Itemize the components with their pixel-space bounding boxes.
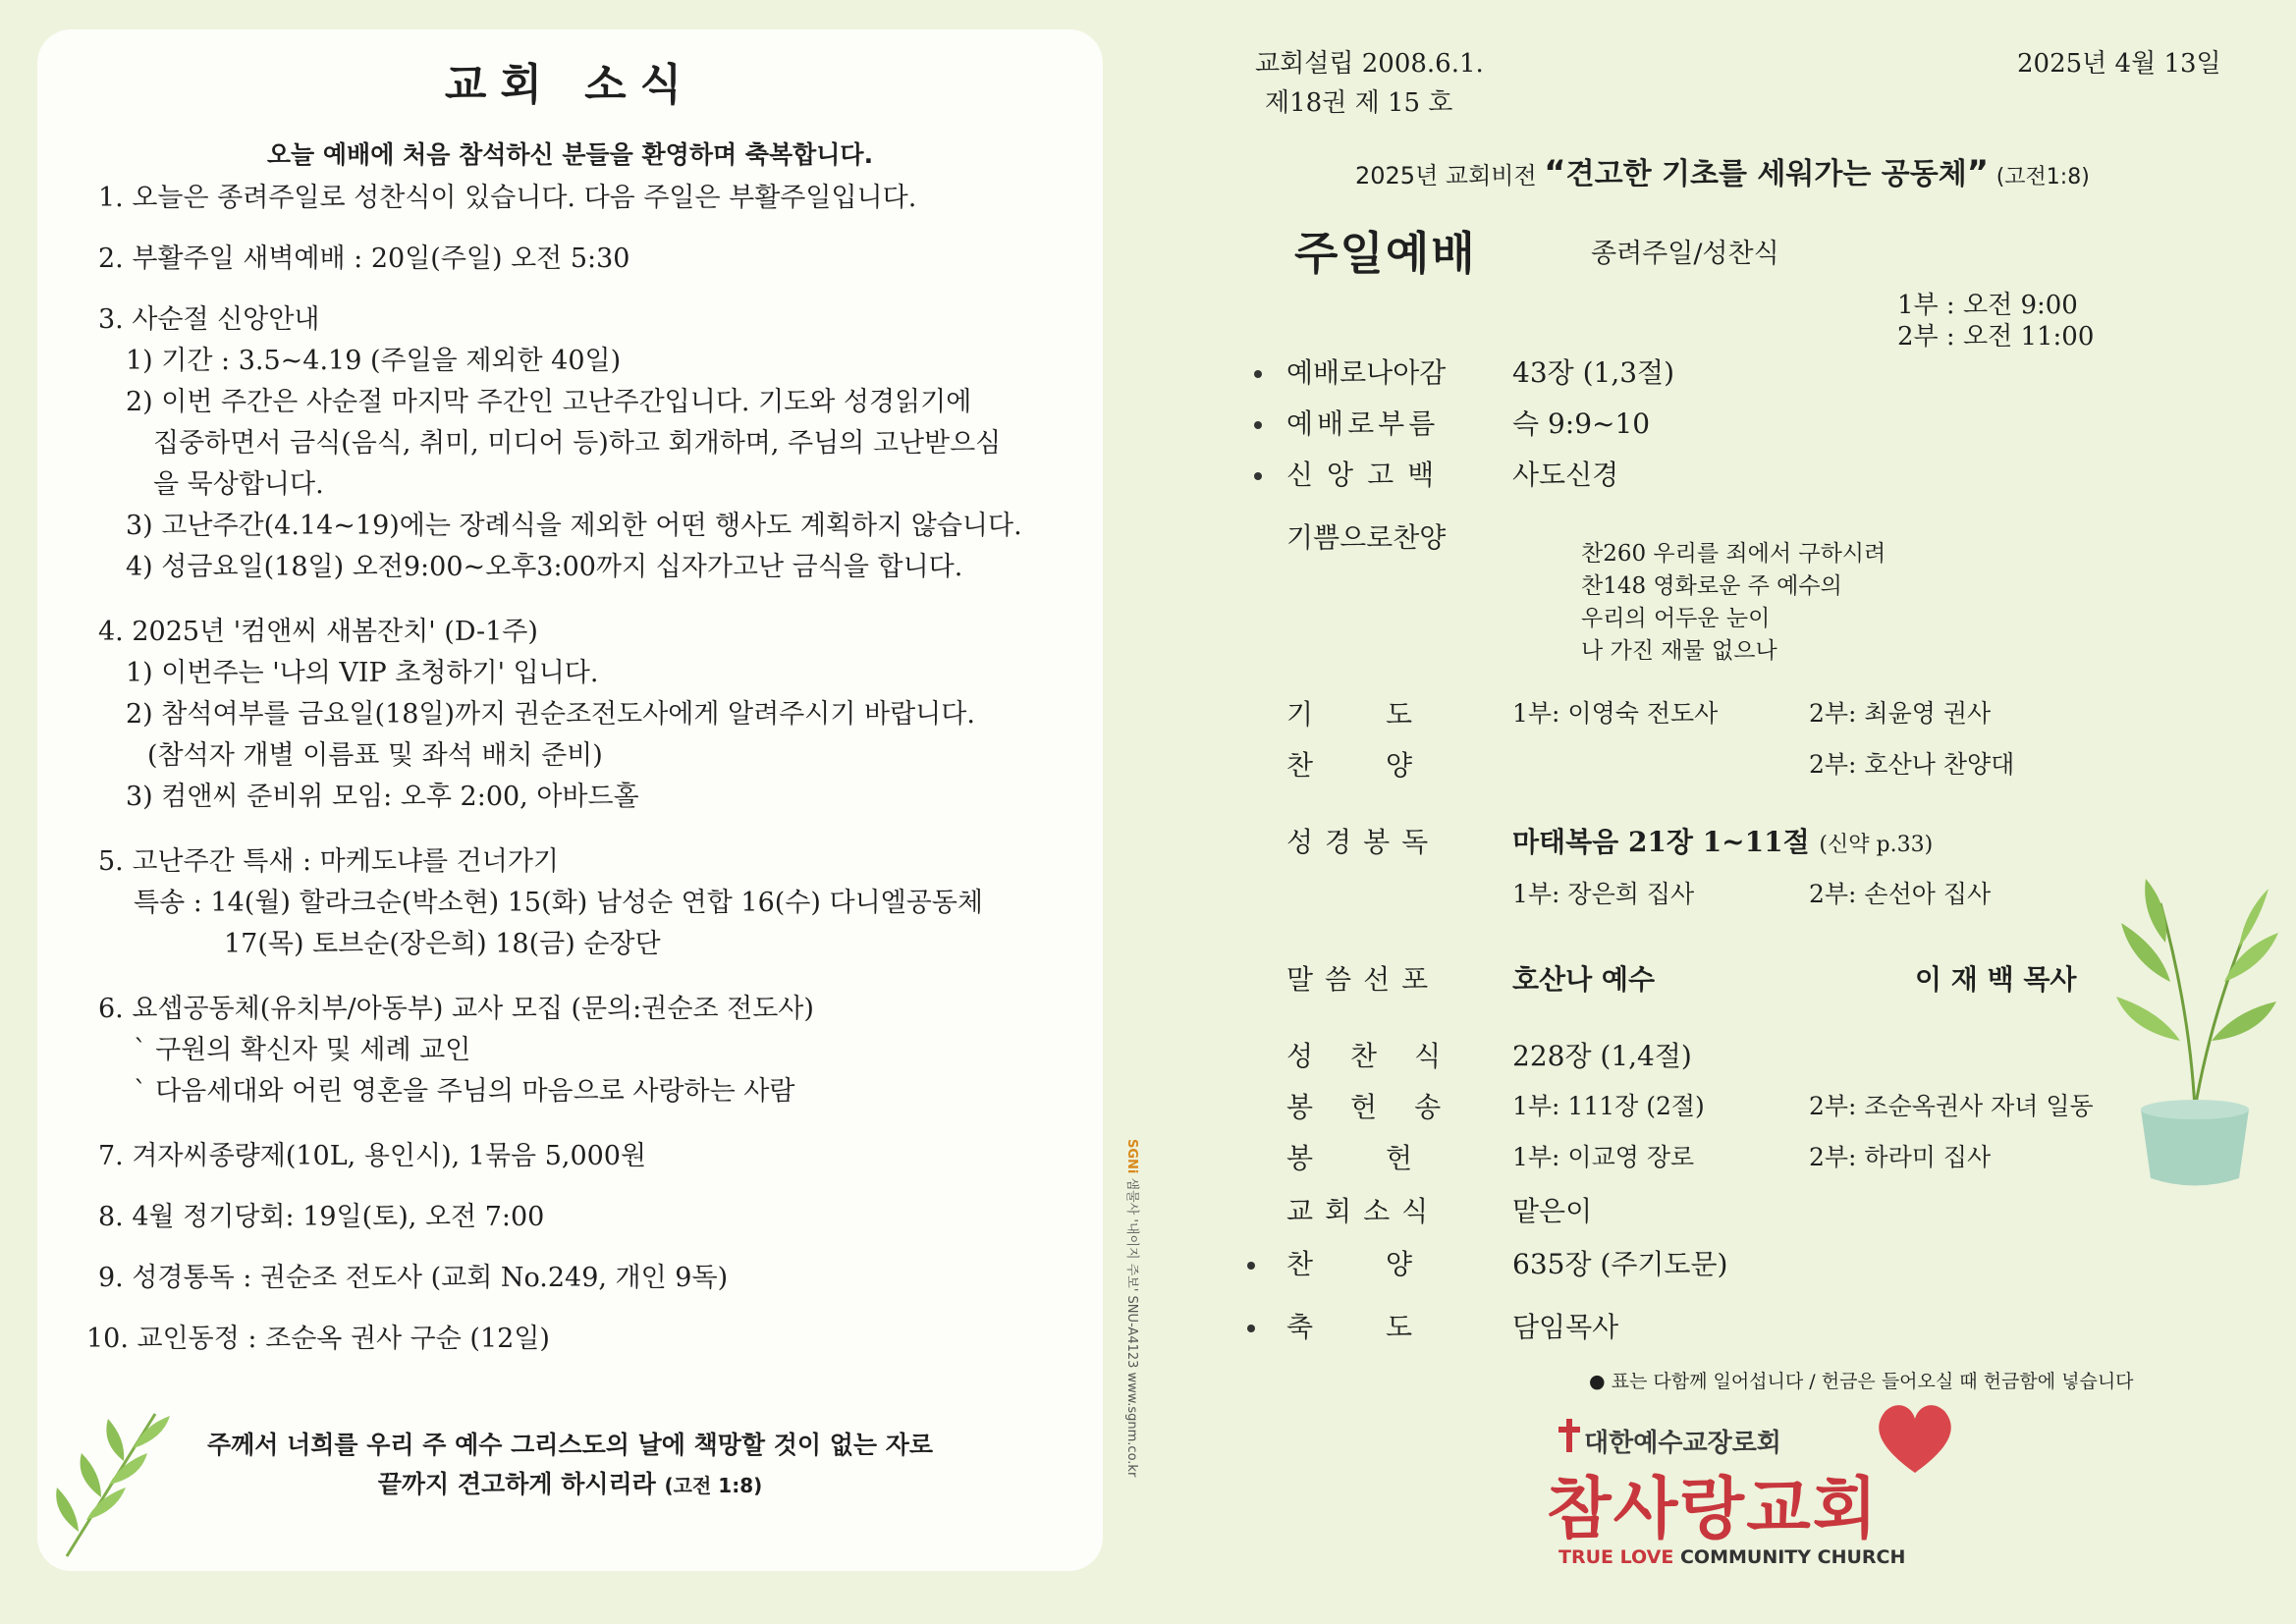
news-item-5-specials-cont: 17(목) 토브순(장은희) 18(금) 순장단	[224, 929, 661, 959]
cross-icon	[1557, 1419, 1582, 1452]
closing-hymn: 635장 (주기도문)	[1512, 1248, 1728, 1280]
order-label-creed: 신앙고백	[1286, 459, 1449, 491]
news-item-1: 1. 오늘은 종려주일로 성찬식이 있습니다. 다음 주일은 부활주일입니다.	[98, 183, 917, 213]
order-label-anthem: 찬양	[1286, 749, 1486, 782]
publisher-brand: SGNi	[1124, 1139, 1139, 1174]
news-item-5: 5. 고난주간 특새 : 마케도냐를 건너가기	[98, 846, 559, 877]
order-label-communion: 성찬식	[1286, 1040, 1479, 1072]
order-value-creed: 사도신경	[1512, 459, 1619, 491]
potted-plant-decoration	[2102, 864, 2288, 1198]
stand-bullet	[1247, 1325, 1255, 1332]
prayer-service-2: 2부: 최윤영 권사	[1809, 699, 1992, 728]
sermon-title: 호산나 예수	[1512, 963, 1655, 996]
order-label-approach: 예배로나아감	[1286, 356, 1447, 389]
church-logo	[1547, 1399, 1959, 1576]
praise-song: 찬260 우리를 죄에서 구하시려	[1581, 541, 1886, 567]
news-item-6-1: ` 구원의 확신자 및 세례 교인	[134, 1035, 471, 1065]
stand-bullet	[1254, 370, 1262, 378]
stand-bullet	[1247, 1262, 1255, 1270]
news-item-7: 7. 겨자씨종량제(10L, 용인시), 1묶음 5,000원	[98, 1141, 647, 1171]
reading-service-2: 2부: 손선아 집사	[1809, 880, 1992, 908]
order-label-call: 예배로부름	[1286, 407, 1440, 440]
stand-bullet	[1254, 421, 1262, 429]
service-time-2: 2부 : 오전 11:00	[1897, 322, 2095, 352]
church-news-panel	[37, 29, 1103, 1571]
established-date: 교회설립 2008.6.1.	[1255, 49, 1484, 79]
preacher-name: 이 재 백 목사	[1915, 963, 2077, 996]
church-name-english: TRUE LOVE COMMUNITY CHURCH	[1558, 1546, 1906, 1568]
offering-song-service-2: 2부: 조순옥권사 자녀 일동	[1809, 1092, 2094, 1120]
news-item-8: 8. 4월 정기당회: 19일(토), 오전 7:00	[98, 1202, 545, 1232]
news-item-4-2: 2) 참석여부를 금요일(18일)까지 권순조전도사에게 알려주시기 바랍니다.	[126, 699, 975, 730]
bulletin-footnote: ● 표는 다함께 일어섭니다 / 헌금은 들어오실 때 헌금함에 넣습니다	[1589, 1371, 2134, 1392]
verse-line-2: 끝까지 견고하게 하시리라 (고전 1:8)	[377, 1470, 763, 1498]
reading-service-1: 1부: 장은희 집사	[1512, 880, 1695, 908]
news-item-3-4: 4) 성금요일(18일) 오전9:00~오후3:00까지 십자가고난 금식을 합니다.	[126, 552, 963, 582]
order-label-hymn: 찬양	[1286, 1248, 1486, 1280]
benediction: 담임목사	[1512, 1311, 1619, 1343]
news-item-3-3: 3) 고난주간(4.14~19)에는 장례식을 제외한 어떤 행사도 계획하지 않습니다.	[126, 511, 1022, 541]
leaf-branch-decoration	[47, 1394, 194, 1561]
welcome-message: 오늘 예배에 처음 참석하신 분들을 환영하며 축복합니다.	[266, 140, 874, 169]
church-name: 참사랑교회	[1547, 1471, 1880, 1548]
publisher-credit: SGNi 샘물사 '내이지 주보' SNU-A4123 www.sgnm.co.kr	[1124, 1139, 1139, 1478]
volume-number: 제18권 제 15 호	[1265, 88, 1453, 118]
news-item-4-2-cont: (참석자 개별 이름표 및 좌석 배치 준비)	[147, 740, 603, 771]
verse-reference: (고전 1:8)	[664, 1474, 763, 1497]
offering-service-2: 2부: 하라미 집사	[1809, 1143, 1992, 1171]
order-label-benediction: 축도	[1286, 1311, 1486, 1343]
news-item-6: 6. 요셉공동체(유치부/아동부) 교사 모집 (문의:권순조 전도사)	[98, 994, 814, 1024]
anthem-service-2: 2부: 호산나 찬양대	[1809, 750, 2015, 779]
worship-subtitle: 종려주일/성찬식	[1591, 239, 1779, 269]
news-item-3-2-cont2: 을 묵상합니다.	[153, 469, 324, 500]
order-value-call: 슥 9:9~10	[1512, 407, 1651, 440]
news-item-2: 2. 부활주일 새벽예배 : 20일(주일) 오전 5:30	[98, 244, 630, 274]
order-label-news: 교회소식	[1286, 1195, 1441, 1227]
news-title: 교회 소식	[444, 60, 696, 110]
worship-title: 주일예배	[1294, 227, 1477, 280]
vision-text: 견고한 기초를 세워가는 공동체	[1565, 157, 1967, 191]
order-label-offering: 봉헌	[1286, 1142, 1486, 1174]
news-item-9: 9. 성경통독 : 권순조 전도사 (교회 No.249, 개인 9독)	[98, 1263, 729, 1293]
offering-song-service-1: 1부: 111장 (2절)	[1512, 1092, 1705, 1120]
prayer-service-1: 1부: 이영숙 전도사	[1512, 699, 1719, 728]
praise-song: 우리의 어두운 눈이	[1581, 606, 1771, 631]
praise-song: 나 가진 재물 없으나	[1581, 638, 1777, 664]
order-value-approach: 43장 (1,3절)	[1512, 356, 1675, 389]
news-item-3-2-cont: 집중하면서 금식(음식, 취미, 미디어 등)하고 회개하며, 주님의 고난받으심	[153, 428, 1002, 459]
news-item-3-2: 2) 이번 주간은 사순절 마지막 주간인 고난주간입니다. 기도와 성경읽기에	[126, 387, 972, 417]
denomination-name: 대한예수교장로회	[1584, 1429, 1781, 1458]
news-item-4-1: 1) 이번주는 '나의 VIP 초청하기' 입니다.	[126, 658, 599, 688]
news-item-10: 10. 교인동정 : 조순옥 권사 구순 (12일)	[86, 1324, 550, 1354]
order-label-sermon: 말씀선포	[1286, 963, 1441, 996]
news-item-4-3: 3) 컴앤씨 준비위 모임: 오후 2:00, 아바드홀	[126, 782, 639, 812]
order-label-prayer: 기도	[1286, 698, 1486, 731]
bulletin-date: 2025년 4월 13일	[2017, 49, 2221, 79]
stand-bullet	[1254, 472, 1262, 480]
news-presenter: 맡은이	[1512, 1195, 1593, 1227]
order-label-praise: 기쁨으로찬양	[1286, 521, 1447, 554]
news-item-6-2: ` 다음세대와 어린 영혼을 주님의 마음으로 사랑하는 사람	[134, 1076, 795, 1107]
verse-line-1: 주께서 너희를 우리 주 예수 그리스도의 날에 책망할 것이 없는 자로	[206, 1431, 934, 1459]
offering-service-1: 1부: 이교영 장로	[1512, 1143, 1695, 1171]
order-label-reading: 성경봉독	[1286, 826, 1441, 858]
news-item-3-1: 1) 기간 : 3.5~4.19 (주일을 제외한 40일)	[126, 346, 622, 376]
heart-icon	[1871, 1399, 1959, 1478]
news-item-4: 4. 2025년 '컴앤씨 새봄잔치' (D-1주)	[98, 617, 538, 647]
order-label-offering-song: 봉헌송	[1286, 1091, 1479, 1123]
praise-song: 찬148 영화로운 주 예수의	[1581, 573, 1842, 599]
scripture-reading: 마태복음 21장 1~11절 (신약 p.33)	[1512, 826, 1934, 858]
service-time-1: 1부 : 오전 9:00	[1897, 291, 2078, 320]
news-item-5-specials: 특송 : 14(월) 할라크순(박소현) 15(화) 남성순 연합 16(수) 다니엘공동체	[134, 888, 983, 918]
communion-hymn: 228장 (1,4절)	[1512, 1040, 1692, 1072]
church-vision: 2025년 교회비전 “견고한 기초를 세워가는 공동체” (고전1:8)	[1355, 153, 2090, 192]
news-item-3: 3. 사순절 신앙안내	[98, 304, 320, 335]
